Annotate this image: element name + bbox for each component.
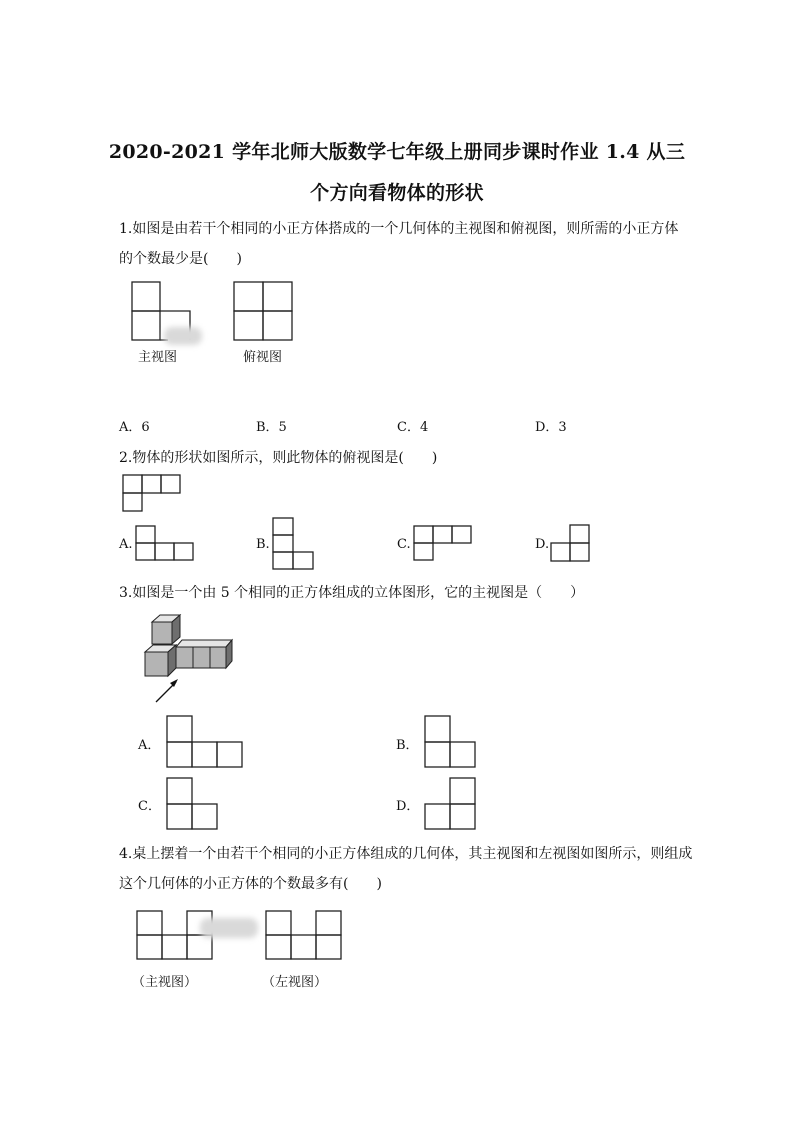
q4-text-line1: 4.桌上摆着一个由若干个相同的小正方体组成的几何体，其主视图和左视图如图所示，则组成 — [119, 846, 693, 862]
q2-d-cell — [551, 543, 570, 561]
q3-solid-figure — [140, 610, 240, 706]
q2-object-cell — [123, 475, 142, 493]
q3-option-c[interactable]: C． — [138, 799, 161, 814]
q1-front-view-label: 主视图 — [138, 350, 178, 365]
q2-object-cell — [161, 475, 180, 493]
q1-option-c[interactable]: C．4 — [397, 420, 429, 435]
q4-blurred-mark — [200, 918, 258, 938]
q3-c-cell — [167, 804, 192, 829]
q3-b-cell — [450, 742, 475, 767]
q4-left-view-label: （左视图） — [262, 975, 328, 990]
q3-option-d-figure[interactable] — [423, 776, 481, 832]
q1-top-cell — [234, 311, 263, 340]
q1-top-view-figure — [232, 280, 296, 342]
q3-a-cell — [217, 742, 242, 767]
q1-text-line2: 的个数最少是( ) — [119, 251, 242, 267]
q2-c-cell — [414, 526, 433, 543]
q1-front-cell — [132, 311, 160, 340]
q2-c-cell — [433, 526, 452, 543]
q3-c-cell — [192, 804, 217, 829]
q4-front-cell — [137, 911, 162, 935]
q3-cube-front-face — [145, 652, 168, 676]
q4-front-cell — [187, 935, 212, 959]
q2-a-cell — [136, 543, 155, 560]
q1-top-cell — [263, 282, 292, 311]
q4-left-cell — [291, 935, 316, 959]
q3-b-cell — [425, 716, 450, 742]
q2-b-cell — [273, 552, 293, 569]
q3-d-cell — [450, 804, 475, 829]
q2-text: 2.物体的形状如图所示，则此物体的俯视图是( ) — [119, 450, 438, 466]
q2-b-cell — [273, 518, 293, 535]
q1-text-line1: 1.如图是由若干个相同的小正方体搭成的一个几何体的主视图和俯视图，则所需的小正方体 — [119, 221, 679, 237]
q3-a-cell — [167, 716, 192, 742]
q2-a-cell — [136, 526, 155, 543]
q3-cube-front-face — [176, 647, 193, 668]
q3-a-cell — [192, 742, 217, 767]
q3-option-a-figure[interactable] — [165, 714, 247, 770]
q3-b-cell — [425, 742, 450, 767]
q3-c-cell — [167, 778, 192, 804]
q1-blurred-mark — [164, 327, 202, 345]
q2-b-cell — [273, 535, 293, 552]
q2-d-cell — [570, 543, 589, 561]
q4-text-line2: 这个几何体的小正方体的个数最多有( ) — [119, 876, 382, 892]
q2-option-d-figure[interactable] — [549, 523, 595, 563]
document-title-line1: 2020-2021 学年北师大版数学七年级上册同步课时作业 1.4 从三 — [108, 141, 686, 163]
q4-front-cell — [137, 935, 162, 959]
q2-a-cell — [174, 543, 193, 560]
q2-object-figure — [121, 473, 183, 513]
q2-option-c-figure[interactable] — [412, 524, 474, 562]
q3-cube-front-face — [193, 647, 210, 668]
q3-d-cell — [450, 778, 475, 804]
q3-option-a[interactable]: A． — [138, 738, 161, 753]
q3-cube-front-face — [210, 647, 226, 668]
q1-option-a[interactable]: A．6 — [119, 420, 150, 435]
q1-option-d[interactable]: D．3 — [535, 420, 567, 435]
q4-left-view-figure — [264, 909, 346, 963]
q3-cube-front-face — [152, 622, 172, 644]
q2-option-a-figure[interactable] — [134, 524, 196, 562]
document-title-line2: 个方向看物体的形状 — [310, 182, 484, 204]
q2-c-cell — [414, 543, 433, 560]
q4-front-view-label: （主视图） — [132, 975, 198, 990]
q1-front-cell — [132, 282, 160, 311]
q2-b-cell — [293, 552, 313, 569]
q2-option-b[interactable]: B. — [256, 537, 270, 552]
q3-d-cell — [425, 804, 450, 829]
q2-a-cell — [155, 543, 174, 560]
q2-c-cell — [452, 526, 471, 543]
q4-left-cell — [266, 935, 291, 959]
q3-option-d[interactable]: D． — [396, 799, 420, 814]
q3-a-cell — [167, 742, 192, 767]
q3-text: 3.如图是一个由 5 个相同的正方体组成的立体图形，它的主视图是（ ） — [119, 585, 585, 601]
q1-option-b[interactable]: B．5 — [256, 420, 287, 435]
q4-left-cell — [266, 911, 291, 935]
q1-top-view-label: 俯视图 — [243, 350, 283, 365]
q1-top-cell — [234, 282, 263, 311]
q4-front-cell — [162, 935, 187, 959]
q3-cube-top-face — [176, 640, 232, 647]
q2-option-b-figure[interactable] — [271, 516, 317, 572]
q3-option-b-figure[interactable] — [423, 714, 481, 770]
q2-option-a[interactable]: A. — [119, 537, 133, 552]
q2-object-cell — [142, 475, 161, 493]
q4-left-cell — [316, 911, 341, 935]
q3-option-c-figure[interactable] — [165, 776, 223, 832]
q3-option-b[interactable]: B． — [396, 738, 419, 753]
q2-option-d[interactable]: D. — [535, 537, 550, 552]
q2-option-c[interactable]: C. — [397, 537, 411, 552]
q4-left-cell — [316, 935, 341, 959]
q1-top-cell — [263, 311, 292, 340]
q2-d-cell — [570, 525, 589, 543]
q2-object-cell — [123, 493, 142, 511]
q3-view-arrow-head — [170, 679, 178, 687]
